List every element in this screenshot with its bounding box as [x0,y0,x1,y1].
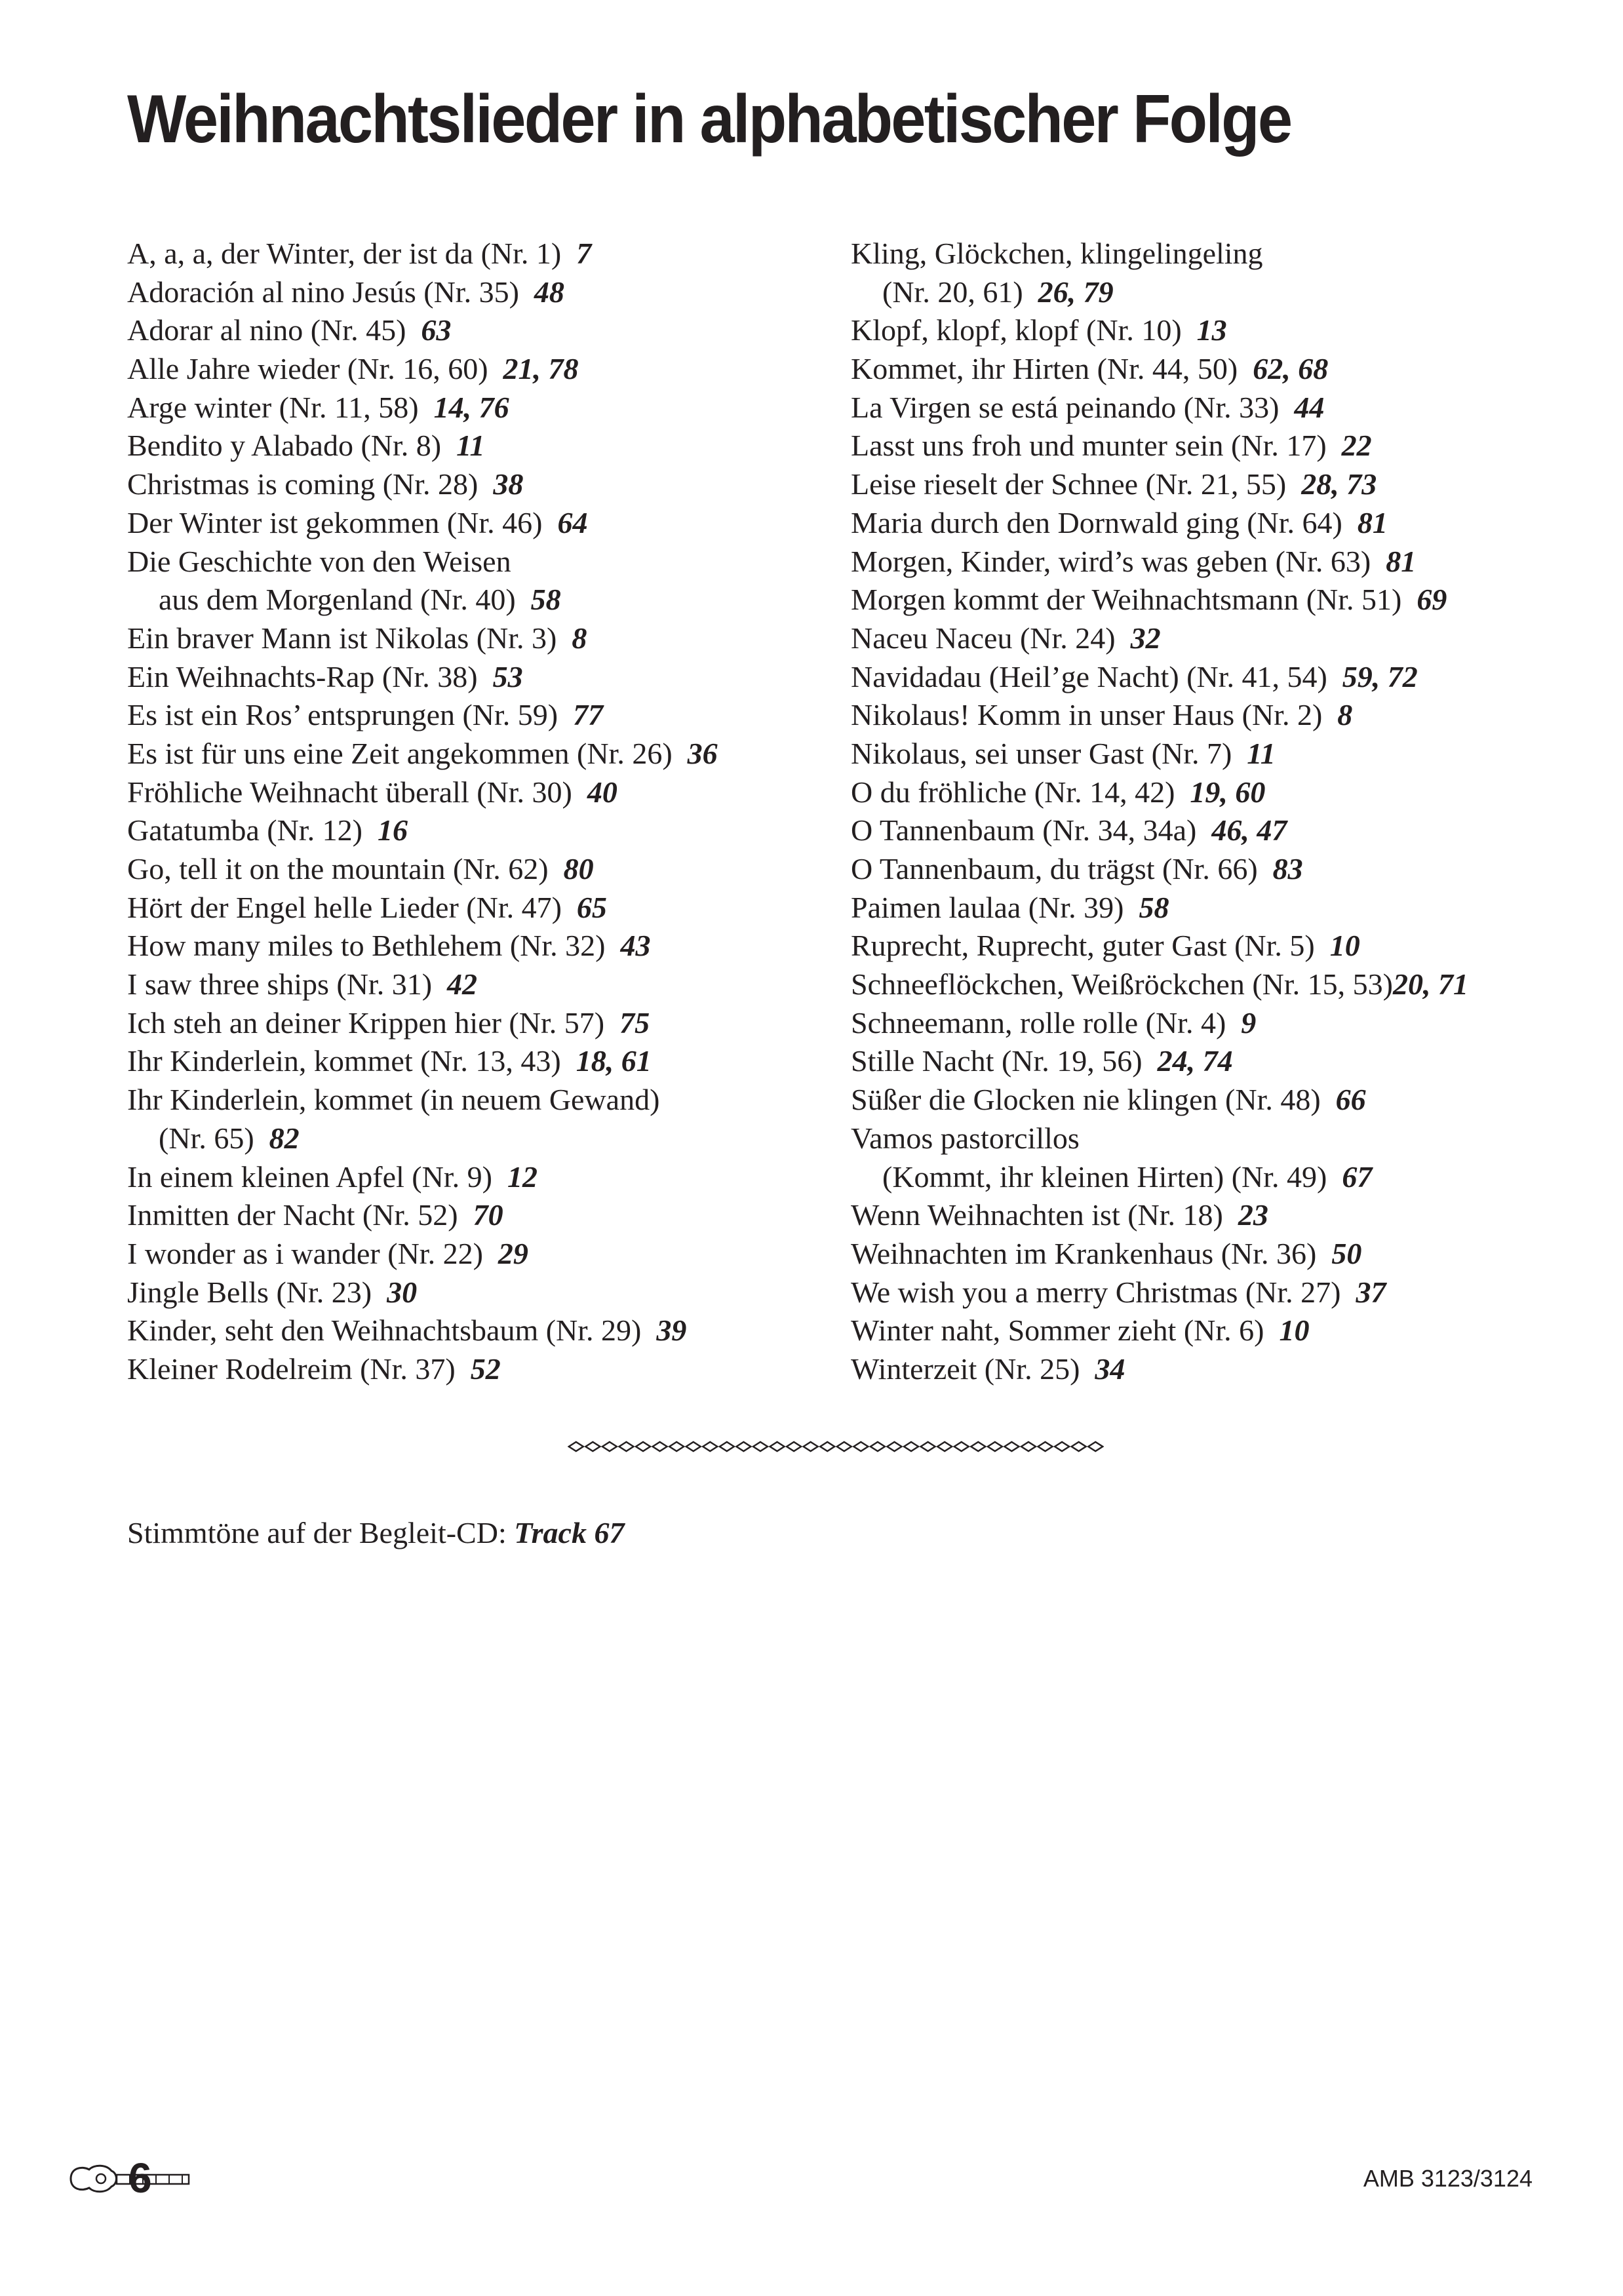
song-entry [851,1081,1468,1119]
ornament-diamond [921,1442,935,1451]
song-entry [851,1350,1468,1389]
song-entry [851,581,1468,619]
song-entry [851,965,1468,1004]
song-title: Nikolaus! Komm in unser Haus (Nr. 2) [851,698,1323,732]
song-page-number: 19, 60 [1190,775,1266,809]
song-page-number: 11 [456,429,485,463]
song-page-number: 81 [1386,544,1417,578]
song-entry [127,1042,718,1081]
song-page-number: 20, 71 [1393,967,1468,1002]
song-entry [851,350,1468,389]
song-page-number: 50 [1331,1236,1362,1270]
ornament-diamond [971,1442,985,1451]
ornament-diamond [904,1442,918,1451]
song-entry [127,696,718,735]
song-page-number: 26, 79 [1038,275,1114,309]
song-page-number: 29 [498,1236,528,1270]
song-title: Der Winter ist gekommen (Nr. 46) [127,505,543,539]
song-entry [127,1312,718,1350]
song-title: Arge winter (Nr. 11, 58) [127,390,419,424]
song-title: Leise rieselt der Schnee (Nr. 21, 55) [851,467,1287,501]
song-title: Jingle Bells (Nr. 23) [127,1275,372,1309]
ornament-diamond [585,1442,600,1451]
song-page-number: 23 [1238,1198,1268,1232]
song-title: Fröhliche Weihnacht überall (Nr. 30) [127,775,572,809]
song-entry [851,811,1468,850]
song-title: Winter naht, Sommer zieht (Nr. 6) [851,1313,1264,1348]
catalog-code: AMB 3123/3124 [1363,2165,1533,2192]
song-page-number: 30 [387,1275,418,1309]
cd-track-note [127,1515,624,1550]
song-entry [127,1158,718,1197]
ornament-diamond [753,1442,768,1451]
song-title: A, a, a, der Winter, der ist da (Nr. 1) [127,237,562,270]
ornament-diamond [1004,1442,1019,1451]
song-page-number: 64 [557,505,588,539]
song-entry [851,543,1468,581]
song-page-number: 14, 76 [433,390,509,424]
song-title: (Nr. 20, 61) [882,275,1023,309]
song-page-number: 77 [573,698,604,732]
song-title: How many miles to Bethlehem (Nr. 32) [127,929,606,963]
song-title: Weihnachten im Krankenhaus (Nr. 36) [851,1236,1317,1270]
ornament-diamond [887,1442,901,1451]
ornament-diamond [720,1442,734,1451]
page-title: Weihnachtslieder in alphabetischer Folge [127,81,1291,157]
song-title: O Tannenbaum, du trägst (Nr. 66) [851,852,1258,885]
song-entry [851,1274,1468,1312]
song-page-number: 34 [1095,1352,1125,1386]
song-page-number: 70 [473,1198,503,1232]
song-index-left-column [127,235,718,1389]
song-page-number: 81 [1357,505,1388,539]
song-title: Lasst uns froh und munter sein (Nr. 17) [851,429,1327,463]
ornament-diamond [954,1442,969,1451]
song-entry [127,235,718,273]
song-page-number: 62, 68 [1253,352,1329,386]
song-title: Gatatumba (Nr. 12) [127,813,362,847]
song-page-number: 48 [534,275,564,309]
song-entry [127,927,718,965]
song-title: Kleiner Rodelreim (Nr. 37) [127,1352,456,1386]
song-title: Ein braver Mann ist Nikolas (Nr. 3) [127,621,557,655]
song-title: Ihr Kinderlein, kommet (in neuem Gewand) [127,1083,660,1117]
song-entry [127,504,718,543]
song-title: Hört der Engel helle Lieder (Nr. 47) [127,890,562,924]
song-entry [851,619,1468,658]
song-title: Nikolaus, sei unser Gast (Nr. 7) [851,736,1232,770]
song-entry [127,581,718,619]
song-page-number: 37 [1356,1275,1386,1309]
song-entry [851,235,1468,273]
song-title: O du fröhliche (Nr. 14, 42) [851,775,1175,809]
song-page-number: 7 [576,237,592,270]
song-entry [851,735,1468,773]
song-page-number: 40 [587,775,617,809]
ornament-diamond [837,1442,851,1451]
song-entry [851,1004,1468,1043]
song-title: Die Geschichte von den Weisen [127,544,511,578]
song-page-number: 58 [530,583,561,617]
song-page-number: 38 [493,467,524,501]
song-page-number: 65 [576,890,607,924]
song-title: Wenn Weihnachten ist (Nr. 18) [851,1198,1223,1232]
song-page-number: 46, 47 [1211,813,1287,847]
song-entry [851,889,1468,927]
song-page-number: 10 [1329,929,1360,963]
cd-track-number: Track 67 [514,1516,625,1549]
song-title: We wish you a merry Christmas (Nr. 27) [851,1275,1341,1309]
song-entry [127,889,718,927]
song-title: Morgen kommt der Weihnachtsmann (Nr. 51) [851,583,1402,617]
song-page-number: 13 [1196,313,1227,347]
song-page-number: 36 [687,736,718,770]
song-entry [127,773,718,812]
song-entry [127,350,718,389]
ornament-diamond [569,1442,583,1451]
ornament-diamond [1038,1442,1053,1451]
ornament-diamond [736,1442,751,1451]
song-title: Navidadau (Heil’ge Nacht) (Nr. 41, 54) [851,659,1327,693]
ornament-diamond [636,1442,650,1451]
ornament-diamond [1072,1442,1086,1451]
song-entry [127,427,718,465]
song-entry [851,773,1468,812]
song-title: Süßer die Glocken nie klingen (Nr. 48) [851,1083,1321,1117]
song-page-number: 59, 72 [1342,659,1418,693]
song-entry [127,1119,718,1158]
song-page-number: 43 [620,929,651,963]
page-number: 6 [128,2154,152,2202]
song-title: (Nr. 65) [159,1121,254,1155]
ornament-diamond [804,1442,818,1451]
ornament-diamond [1021,1442,1036,1451]
song-page-number: 58 [1139,890,1169,924]
song-entry [127,965,718,1004]
ornament-diamond [853,1442,868,1451]
song-entry [851,273,1468,312]
song-page-number: 12 [507,1159,538,1194]
ornament-diamond [1088,1442,1103,1451]
song-entry [851,427,1468,465]
ornament-diamond [937,1442,952,1451]
song-page-number: 24, 74 [1157,1044,1233,1078]
song-title: aus dem Morgenland (Nr. 40) [159,583,516,617]
ornament-diamond [669,1442,684,1451]
song-entry [851,504,1468,543]
song-entry [851,1196,1468,1235]
ornament-diamond [870,1442,885,1451]
song-page-number: 11 [1247,736,1276,770]
song-title: Inmitten der Nacht (Nr. 52) [127,1198,458,1232]
song-page-number: 67 [1342,1159,1373,1194]
song-entry [127,1350,718,1389]
song-page-number: 18, 61 [576,1044,652,1078]
song-title: La Virgen se está peinando (Nr. 33) [851,390,1280,424]
song-title: Maria durch den Dornwald ging (Nr. 64) [851,505,1342,539]
song-title: Kommet, ihr Hirten (Nr. 44, 50) [851,352,1238,386]
song-page-number: 8 [1337,698,1353,732]
song-entry [127,658,718,697]
song-page-number: 44 [1294,390,1325,424]
song-title: O Tannenbaum (Nr. 34, 34a) [851,813,1197,847]
song-title: Go, tell it on the mountain (Nr. 62) [127,852,549,885]
song-entry [851,850,1468,889]
song-title: Ein Weihnachts-Rap (Nr. 38) [127,659,478,693]
song-page-number: 39 [656,1313,687,1348]
song-title: (Kommt, ihr kleinen Hirten) (Nr. 49) [882,1159,1327,1194]
song-entry [127,850,718,889]
song-title: Morgen, Kinder, wird’s was geben (Nr. 63) [851,544,1371,578]
song-title: Christmas is coming (Nr. 28) [127,467,479,501]
song-entry [851,658,1468,697]
song-title: I saw three ships (Nr. 31) [127,967,433,1002]
song-page-number: 83 [1272,852,1303,885]
ornament-divider [568,1437,1104,1456]
song-title: Klopf, klopf, klopf (Nr. 10) [851,313,1182,347]
song-title: Ruprecht, Ruprecht, guter Gast (Nr. 5) [851,929,1315,963]
song-title: Kling, Glöckchen, klingelingeling [851,237,1263,270]
song-title: Stille Nacht (Nr. 19, 56) [851,1044,1143,1078]
song-page-number: 53 [492,659,523,693]
song-entry [851,696,1468,735]
song-page-number: 63 [421,313,452,347]
song-page-number: 28, 73 [1301,467,1377,501]
ornament-diamond [653,1442,667,1451]
song-entry [851,927,1468,965]
ornament-diamond [988,1442,1002,1451]
song-page-number: 8 [572,621,587,655]
song-entry [127,465,718,504]
song-title: Es ist ein Ros’ entsprungen (Nr. 59) [127,698,558,732]
song-title: Adorar al nino (Nr. 45) [127,313,406,347]
ornament-diamond [686,1442,701,1451]
song-page-number: 21, 78 [503,352,579,386]
song-title: Ich steh an deiner Krippen hier (Nr. 57) [127,1005,605,1040]
song-title: In einem kleinen Apfel (Nr. 9) [127,1159,492,1194]
song-title: Adoración al nino Jesús (Nr. 35) [127,275,519,309]
ornament-diamond [787,1442,801,1451]
song-page-number: 75 [619,1005,650,1040]
song-title: Bendito y Alabado (Nr. 8) [127,429,442,463]
song-entry [127,543,718,581]
song-page-number: 69 [1417,583,1447,617]
song-entry [127,273,718,312]
song-title: Naceu Naceu (Nr. 24) [851,621,1116,655]
song-entry [127,619,718,658]
song-entry [851,1119,1468,1158]
song-title: Kinder, seht den Weihnachtsbaum (Nr. 29) [127,1313,642,1348]
song-entry [851,1312,1468,1350]
song-title: Winterzeit (Nr. 25) [851,1352,1080,1386]
song-title: Alle Jahre wieder (Nr. 16, 60) [127,352,488,386]
song-title: Es ist für uns eine Zeit angekommen (Nr. 26) [127,736,673,770]
song-title: Ihr Kinderlein, kommet (Nr. 13, 43) [127,1044,561,1078]
song-title: Schneemann, rolle rolle (Nr. 4) [851,1005,1226,1040]
song-entry [127,311,718,350]
song-entry [851,1042,1468,1081]
song-page-number: 9 [1241,1005,1257,1040]
song-entry [127,1004,718,1043]
song-page-number: 10 [1279,1313,1310,1348]
song-page-number: 22 [1341,429,1372,463]
ornament-diamond [703,1442,717,1451]
song-entry [851,311,1468,350]
ornament-diamond [820,1442,834,1451]
ornament-diamond [1055,1442,1069,1451]
song-page-number: 42 [447,967,478,1002]
ornament-diamond [602,1442,617,1451]
song-page-number: 16 [377,813,408,847]
song-entry [127,1274,718,1312]
song-entry [127,1196,718,1235]
song-page-number: 32 [1130,621,1161,655]
song-title: Vamos pastorcillos [851,1121,1080,1155]
ornament-diamond [619,1442,633,1451]
song-page-number: 66 [1335,1083,1366,1117]
song-entry [127,735,718,773]
song-page-number: 80 [563,852,594,885]
song-entry [851,1158,1468,1197]
ornament-diamond [770,1442,785,1451]
song-entry [127,1235,718,1274]
song-index-right-column [851,235,1468,1389]
song-entry [127,1081,718,1119]
song-entry [127,811,718,850]
song-title: Schneeflöckchen, Weißröckchen (Nr. 15, 53) [851,967,1393,1002]
song-page-number: 52 [470,1352,501,1386]
song-title: I wonder as i wander (Nr. 22) [127,1236,483,1270]
song-entry [851,1235,1468,1274]
song-page-number: 82 [269,1121,300,1155]
song-entry [851,465,1468,504]
song-entry [127,389,718,427]
song-entry [851,389,1468,427]
song-title: Paimen laulaa (Nr. 39) [851,890,1124,924]
cd-track-label: Stimmtöne auf der Begleit-CD: [127,1516,507,1549]
